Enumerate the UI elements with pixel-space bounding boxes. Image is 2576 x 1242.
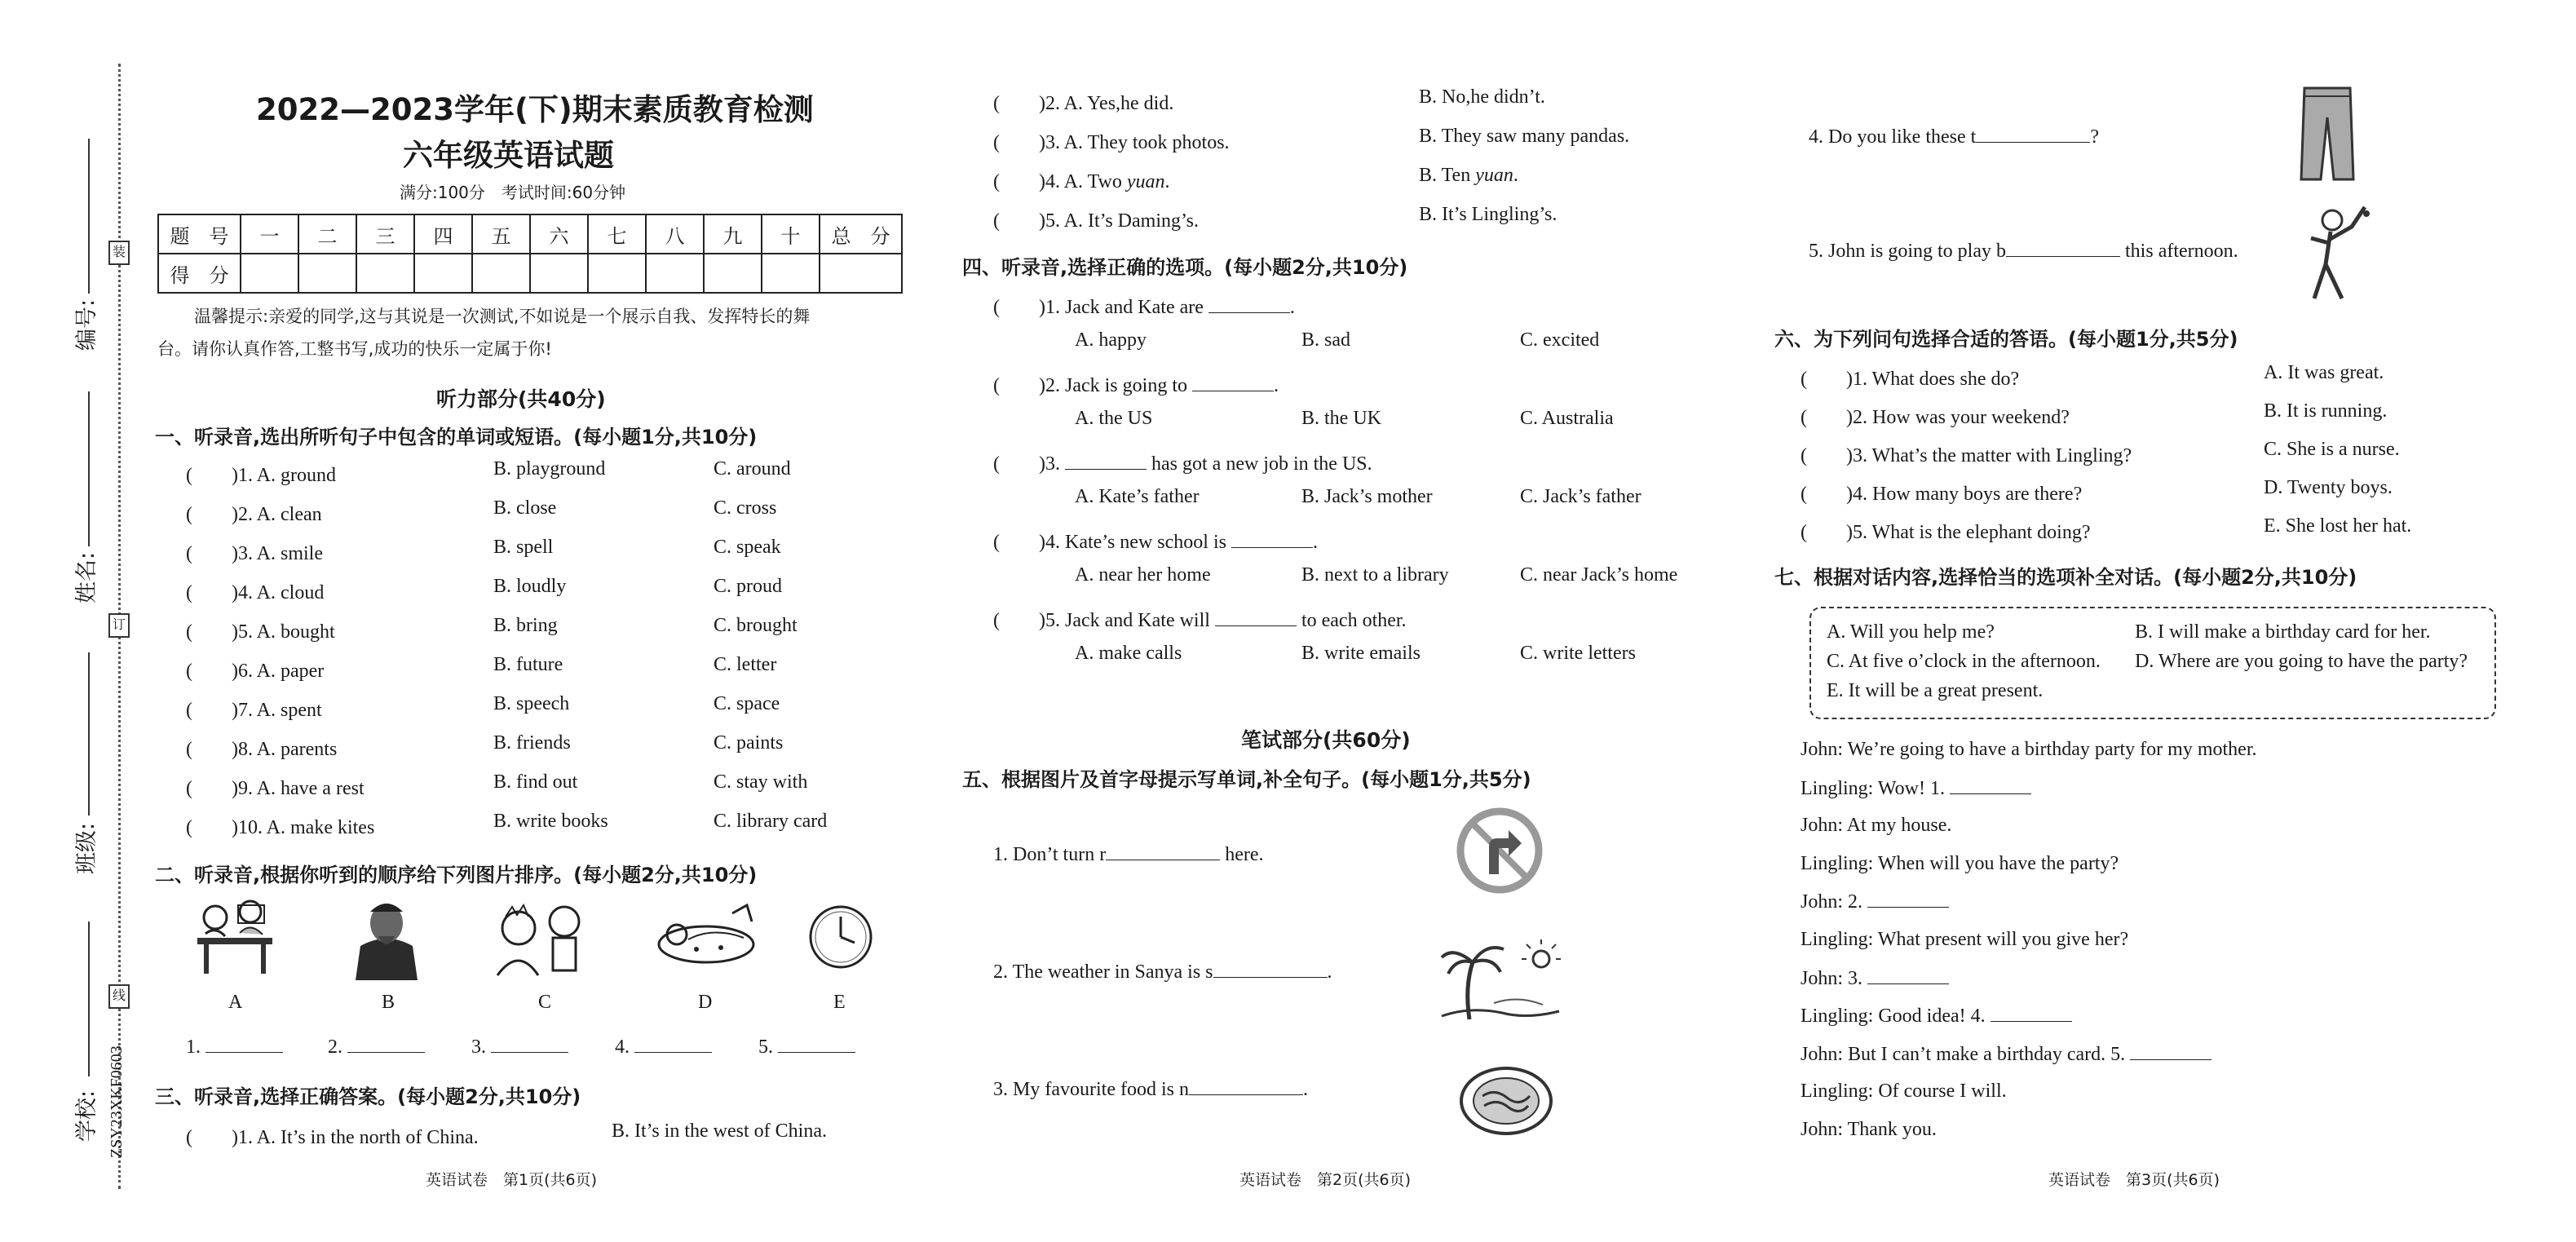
sec1-item-option-b[interactable]: B. friends bbox=[493, 732, 571, 754]
sec6-question[interactable] bbox=[1801, 400, 2070, 429]
line-number[interactable] bbox=[88, 139, 90, 294]
score-header-label: 题 号 bbox=[158, 214, 241, 254]
option-a: A. Will you help me? bbox=[1827, 621, 1995, 643]
score-col-5: 五 bbox=[472, 214, 530, 254]
order-blank-num: 2. bbox=[328, 1036, 342, 1058]
sec1-item-option-b[interactable]: B. playground bbox=[493, 458, 606, 480]
sec1-item-option-c[interactable]: C. brought bbox=[714, 615, 798, 636]
sec4-option-a[interactable]: A. happy bbox=[1075, 329, 1147, 351]
sec3-item-5-option-b[interactable]: B. It’s Lingling’s. bbox=[1419, 204, 1558, 225]
option-d: D. Where are you going to have the party? bbox=[2135, 651, 2468, 672]
line-name[interactable] bbox=[88, 391, 90, 546]
exam-subtitle: 六年级英语试题 bbox=[403, 138, 614, 173]
dialogue-line[interactable] bbox=[1801, 967, 1949, 990]
sec6-title: 六、为下列问句选择合适的答语。(每小题1分,共5分) bbox=[1774, 328, 2238, 351]
sec7-title: 七、根据对话内容,选择恰当的选项补全对话。(每小题2分,共10分) bbox=[1774, 566, 2357, 589]
dialogue-text: John: 3. bbox=[1801, 967, 1863, 989]
sec5-item-1[interactable]: 1. Don’t turn r here. bbox=[993, 844, 1264, 865]
sec4-question-text: )4. Kate’s new school is bbox=[1039, 532, 1231, 553]
answer-paren[interactable]: ( bbox=[993, 610, 1039, 631]
sec4-question-text: )3. bbox=[1039, 453, 1065, 475]
label-school: 学校: bbox=[74, 1090, 99, 1142]
sec4-option-c[interactable]: C. write letters bbox=[1520, 643, 1636, 664]
picture-d-sleeping bbox=[656, 902, 758, 972]
sec5-item-3[interactable]: 3. My favourite food is n . bbox=[993, 1079, 1308, 1100]
dialogue-line[interactable] bbox=[1801, 777, 2031, 800]
sec1-item-option-c[interactable]: C. around bbox=[714, 458, 791, 480]
picture-e-clock bbox=[807, 904, 874, 970]
exam-meta: 满分:100分 考试时间:60分钟 bbox=[400, 183, 626, 202]
tip-line-1: 温馨提示:亲爱的同学,这与其说是一次测试,不如说是一个展示自我、发挥特长的舞 bbox=[194, 307, 811, 326]
sec6-question-text: )2. How was your weekend? bbox=[1846, 407, 2070, 428]
answer-paren[interactable]: ( bbox=[1801, 522, 1846, 543]
answer-paren[interactable]: ( bbox=[1801, 407, 1846, 428]
dialogue-text: John: But I can’t make a birthday card. 5. bbox=[1801, 1043, 2126, 1065]
answer-paren[interactable]: ( bbox=[186, 739, 232, 760]
order-blank-num: 4. bbox=[615, 1036, 630, 1058]
sec4-question[interactable] bbox=[993, 290, 1295, 319]
score-cell[interactable] bbox=[472, 254, 530, 293]
picture-c-children bbox=[489, 897, 594, 977]
picture-label-c: C bbox=[538, 992, 552, 1013]
order-blank-5[interactable] bbox=[758, 1036, 855, 1059]
dialogue-text: Lingling: Good idea! 4. bbox=[1801, 1006, 1986, 1028]
answer-blank[interactable] bbox=[1867, 891, 1949, 908]
order-blank-3[interactable] bbox=[471, 1036, 568, 1059]
sec4-option-a[interactable]: A. the US bbox=[1075, 408, 1153, 429]
sec3-item-1[interactable]: ( )1. A. It’s in the north of China. bbox=[186, 1127, 479, 1148]
sec1-item[interactable] bbox=[186, 537, 323, 565]
answer-paren[interactable]: ( bbox=[186, 465, 232, 486]
sec1-title: 一、听录音,选出所听句子中包含的单词或短语。(每小题1分,共10分) bbox=[155, 426, 758, 449]
sec1-item-option-a: )2. A. clean bbox=[232, 504, 322, 525]
sec4-question-text: )2. Jack is going to bbox=[1039, 375, 1192, 396]
sec4-question-text: . bbox=[1273, 375, 1279, 396]
sec1-item-option-c[interactable]: C. cross bbox=[714, 497, 777, 519]
sec1-item-option-c[interactable]: C. speak bbox=[714, 537, 781, 558]
sec1-item-option-a: )7. A. spent bbox=[232, 700, 322, 721]
answer-blank[interactable] bbox=[1192, 374, 1274, 391]
score-cell[interactable] bbox=[530, 254, 588, 293]
score-cell[interactable] bbox=[241, 254, 298, 293]
sec4-question[interactable] bbox=[993, 447, 1372, 475]
order-blank-num: 5. bbox=[758, 1036, 773, 1058]
dialogue-text: John: We’re going to have a birthday party for my mother. bbox=[1801, 739, 2257, 760]
sec1-item-option-a: )1. A. ground bbox=[232, 465, 336, 486]
sec4-option-b[interactable]: B. next to a library bbox=[1301, 564, 1449, 586]
baseball-player-icon bbox=[2290, 202, 2371, 303]
dialogue-line bbox=[1801, 1119, 1937, 1141]
sec6-answer-option: E. She lost her hat. bbox=[2264, 515, 2412, 537]
sec1-item-option-b[interactable]: B. future bbox=[493, 654, 563, 675]
answer-paren[interactable]: ( bbox=[186, 778, 232, 799]
sec4-option-b[interactable]: B. the UK bbox=[1301, 408, 1381, 429]
answer-paren[interactable]: ( bbox=[186, 582, 232, 603]
picture-a-classroom bbox=[189, 897, 281, 979]
sec4-question-text: has got a new job in the US. bbox=[1147, 453, 1372, 475]
answer-blank[interactable] bbox=[1867, 967, 1949, 984]
answer-paren[interactable]: ( bbox=[1801, 445, 1846, 466]
sec1-item[interactable] bbox=[186, 458, 336, 487]
sunny-beach-icon bbox=[1437, 938, 1564, 1028]
sec1-item[interactable] bbox=[186, 771, 365, 800]
answer-paren[interactable]: ( bbox=[186, 817, 232, 838]
sec6-question[interactable] bbox=[1801, 477, 2082, 506]
sec6-question[interactable] bbox=[1801, 515, 2090, 544]
answer-blank[interactable] bbox=[1208, 296, 1290, 313]
picture-b-portrait bbox=[349, 895, 424, 980]
sec3-item-2-option-b[interactable]: B. No,he didn’t. bbox=[1419, 86, 1545, 108]
sec1-item-option-c[interactable]: C. space bbox=[714, 693, 780, 714]
picture-label-d: D bbox=[698, 992, 713, 1013]
dialogue-line[interactable] bbox=[1801, 1043, 2211, 1066]
answer-blank[interactable] bbox=[1991, 1005, 2072, 1022]
seal-char-3: 线 bbox=[108, 984, 130, 1009]
sec1-item-option-b[interactable]: B. spell bbox=[493, 537, 554, 558]
score-cell[interactable] bbox=[646, 254, 704, 293]
seal-char-1: 装 bbox=[108, 241, 130, 265]
writing-header: 笔试部分(共60分) bbox=[1241, 728, 1411, 752]
answer-paren[interactable]: ( bbox=[993, 453, 1039, 475]
sec1-item[interactable] bbox=[186, 693, 322, 722]
sec4-question-text: . bbox=[1312, 532, 1318, 553]
sec1-item-option-a: )6. A. paper bbox=[232, 661, 325, 682]
sec4-question-text: )1. Jack and Kate are bbox=[1039, 297, 1208, 318]
dialogue-text: John: At my house. bbox=[1801, 815, 1952, 837]
score-cell[interactable] bbox=[704, 254, 762, 293]
sec4-question-text: . bbox=[1289, 297, 1295, 318]
score-cell[interactable] bbox=[414, 254, 472, 293]
no-right-turn-sign-icon bbox=[1456, 807, 1543, 894]
dialogue-text: Lingling: Wow! 1. bbox=[1801, 777, 1945, 799]
score-col-9: 九 bbox=[704, 214, 762, 254]
sec4-question-text: )5. Jack and Kate will bbox=[1039, 610, 1215, 631]
picture-label-a: A bbox=[228, 992, 243, 1013]
answer-paren[interactable]: ( bbox=[993, 375, 1039, 396]
score-cell[interactable] bbox=[588, 254, 646, 293]
sec6-answer-option: A. It was great. bbox=[2264, 362, 2384, 383]
label-name: 姓名: bbox=[74, 551, 99, 603]
option-e: E. It will be a great present. bbox=[1827, 680, 2044, 701]
score-row-label: 得 分 bbox=[158, 254, 241, 293]
answer-paren[interactable]: ( bbox=[186, 504, 232, 525]
sec1-item-option-b[interactable]: B. find out bbox=[493, 771, 578, 793]
sec6-answer-option: B. It is running. bbox=[2264, 400, 2388, 422]
sec4-option-a[interactable]: A. Kate’s father bbox=[1075, 486, 1200, 507]
answer-paren[interactable]: ( bbox=[186, 700, 232, 721]
sec4-option-c[interactable]: C. Jack’s father bbox=[1520, 486, 1641, 507]
option-c: C. At five o’clock in the afternoon. bbox=[1827, 651, 2101, 672]
sec1-item-option-a: )4. A. cloud bbox=[232, 582, 325, 603]
sec6-answer-option: D. Twenty boys. bbox=[2264, 477, 2393, 498]
sec1-item-option-b[interactable]: B. bring bbox=[493, 615, 558, 636]
sec1-item[interactable] bbox=[186, 654, 324, 683]
answer-paren[interactable]: ( bbox=[1801, 484, 1846, 505]
dialogue-line bbox=[1801, 1081, 2007, 1103]
sec1-item-option-c[interactable]: C. proud bbox=[714, 576, 782, 597]
sec6-question[interactable] bbox=[1801, 439, 2132, 467]
listening-header: 听力部分(共40分) bbox=[436, 387, 606, 411]
answer-paren[interactable]: ( bbox=[186, 661, 232, 682]
dialogue-line bbox=[1801, 929, 2128, 951]
picture-label-b: B bbox=[382, 992, 395, 1013]
exam-code: ZSY23XKF0603 bbox=[108, 1045, 126, 1158]
dialogue-line bbox=[1801, 853, 2119, 875]
score-col-10: 十 bbox=[762, 214, 820, 254]
sec4-option-b[interactable]: B. write emails bbox=[1301, 643, 1421, 664]
dialogue-text: Lingling: Of course I will. bbox=[1801, 1081, 2007, 1103]
sec3-item-2[interactable]: ( )2. A. Yes,he did. bbox=[993, 93, 1174, 114]
answer-paren[interactable]: ( bbox=[1801, 369, 1846, 390]
label-number: 编号: bbox=[74, 298, 99, 351]
dialogue-line bbox=[1801, 739, 2257, 761]
answer-paren[interactable]: ( bbox=[993, 532, 1039, 553]
dialogue-line[interactable] bbox=[1801, 1005, 2072, 1028]
sec6-question-text: )4. How many boys are there? bbox=[1846, 484, 2083, 505]
sec1-item[interactable] bbox=[186, 576, 324, 604]
score-table bbox=[157, 214, 903, 294]
sec5-title: 五、根据图片及首字母提示写单词,补全句子。(每小题1分,共5分) bbox=[962, 768, 1531, 791]
sec4-option-a[interactable]: A. near her home bbox=[1075, 564, 1211, 586]
sec4-option-c[interactable]: C. near Jack’s home bbox=[1520, 564, 1678, 586]
sec3-item-1-option-b[interactable]: B. It’s in the west of China. bbox=[612, 1120, 827, 1142]
dialogue-line bbox=[1801, 815, 1951, 837]
sec1-item-option-c[interactable]: C. library card bbox=[714, 811, 828, 832]
sec1-item-option-b[interactable]: B. write books bbox=[493, 811, 608, 832]
answer-paren[interactable]: ( bbox=[993, 297, 1039, 318]
trousers-icon bbox=[2298, 85, 2357, 183]
sec3-item-4-option-b[interactable]: B. Ten yuan. bbox=[1419, 165, 1518, 186]
line-school[interactable] bbox=[88, 922, 90, 1076]
dialogue-text: Lingling: When will you have the party? bbox=[1801, 852, 2119, 874]
sec3-item-4[interactable]: ( )4. A. Two yuan. bbox=[993, 171, 1170, 192]
order-blank-2[interactable] bbox=[328, 1036, 425, 1059]
sec4-question[interactable] bbox=[993, 525, 1318, 554]
answer-paren[interactable]: ( bbox=[186, 621, 232, 643]
score-cell[interactable] bbox=[762, 254, 820, 293]
footer-page-3: 英语试卷 第3页(共6页) bbox=[2048, 1171, 2220, 1189]
sec1-item[interactable] bbox=[186, 497, 322, 526]
sec1-item-option-a: )10. A. make kites bbox=[232, 817, 375, 838]
sec4-option-b[interactable]: B. sad bbox=[1301, 329, 1350, 351]
sec4-title: 四、听录音,选择正确的选项。(每小题2分,共10分) bbox=[962, 256, 1408, 279]
noodles-bowl-icon bbox=[1458, 1063, 1554, 1142]
order-blank-num: 3. bbox=[471, 1036, 486, 1058]
sec4-option-b[interactable]: B. Jack’s mother bbox=[1301, 486, 1433, 507]
sec6-question-text: )1. What does she do? bbox=[1846, 369, 2020, 390]
sec5-item-2[interactable]: 2. The weather in Sanya is s . bbox=[993, 961, 1332, 983]
sec3-item-5[interactable]: ( )5. A. It’s Daming’s. bbox=[993, 210, 1199, 232]
sec1-item-option-b[interactable]: B. close bbox=[493, 497, 557, 519]
score-col-2: 二 bbox=[298, 214, 356, 254]
dialogue-text: Lingling: What present will you give her? bbox=[1801, 929, 2129, 950]
score-cell[interactable] bbox=[356, 254, 414, 293]
option-b: B. I will make a birthday card for her. bbox=[2135, 621, 2431, 643]
answer-blank[interactable] bbox=[1065, 453, 1147, 470]
sec5-item-5[interactable]: 5. John is going to play b this afternoon. bbox=[1809, 241, 2238, 262]
tip-line-2: 台。请你认真作答,工整书写,成功的快乐一定属于你! bbox=[157, 339, 552, 359]
score-col-6: 六 bbox=[530, 214, 588, 254]
sec1-item[interactable] bbox=[186, 615, 335, 643]
answer-blank[interactable] bbox=[2130, 1043, 2211, 1060]
answer-blank[interactable] bbox=[1950, 777, 2031, 794]
order-blank-1[interactable] bbox=[186, 1036, 283, 1059]
line-class[interactable] bbox=[88, 652, 90, 815]
sec1-item-option-a: )8. A. parents bbox=[232, 739, 338, 760]
sec4-option-c[interactable]: C. excited bbox=[1520, 329, 1600, 351]
sec1-item-option-c[interactable]: C. letter bbox=[714, 654, 777, 675]
score-col-3: 三 bbox=[356, 214, 414, 254]
sec4-question[interactable] bbox=[993, 603, 1407, 632]
sec6-answer-option: C. She is a nurse. bbox=[2264, 439, 2400, 460]
answer-blank[interactable] bbox=[1215, 609, 1297, 626]
seal-char-2: 订 bbox=[108, 613, 130, 638]
footer-page-1: 英语试卷 第1页(共6页) bbox=[426, 1171, 598, 1189]
dialogue-line[interactable] bbox=[1801, 891, 1949, 913]
sec2-title: 二、听录音,根据你听到的顺序给下列图片排序。(每小题2分,共10分) bbox=[155, 864, 758, 886]
sec4-option-c[interactable]: C. Australia bbox=[1520, 408, 1614, 429]
order-blank-num: 1. bbox=[186, 1036, 201, 1058]
sec1-item-option-a: )9. A. have a rest bbox=[232, 778, 365, 799]
sec6-question-text: )3. What’s the matter with Lingling? bbox=[1846, 445, 2132, 466]
sec1-item-option-c[interactable]: C. paints bbox=[714, 732, 784, 754]
sec4-option-a[interactable]: A. make calls bbox=[1075, 643, 1182, 664]
exam-title: 2022—2023学年(下)期末素质教育检测 bbox=[256, 92, 814, 127]
sec1-item-option-c[interactable]: C. stay with bbox=[714, 771, 808, 793]
sec6-question-text: )5. What is the elephant doing? bbox=[1846, 522, 2091, 543]
answer-blank[interactable] bbox=[1231, 531, 1313, 548]
dialogue-text: John: Thank you. bbox=[1801, 1119, 1937, 1140]
sec3-title: 三、听录音,选择正确答案。(每小题2分,共10分) bbox=[155, 1085, 581, 1108]
dialogue-text: John: 2. bbox=[1801, 891, 1863, 913]
sec4-question[interactable] bbox=[993, 369, 1279, 397]
score-col-8: 八 bbox=[646, 214, 704, 254]
sec4-question-text: to each other. bbox=[1296, 610, 1407, 631]
answer-paren[interactable]: ( bbox=[186, 543, 232, 564]
score-cell[interactable] bbox=[298, 254, 356, 293]
sec6-question[interactable] bbox=[1801, 362, 2019, 391]
sec1-item[interactable] bbox=[186, 732, 337, 761]
score-col-7: 七 bbox=[588, 214, 646, 254]
sec1-item-option-a: )5. A. bought bbox=[232, 621, 335, 643]
sec3-item-3[interactable]: ( )3. A. They took photos. bbox=[993, 132, 1230, 153]
footer-page-2: 英语试卷 第2页(共6页) bbox=[1239, 1171, 1412, 1189]
score-col-total: 总 分 bbox=[820, 214, 902, 254]
label-class: 班级: bbox=[74, 822, 99, 874]
order-blank-4[interactable] bbox=[615, 1036, 712, 1059]
sec1-item[interactable] bbox=[186, 811, 374, 839]
score-cell-total[interactable] bbox=[820, 254, 902, 293]
sec1-item-option-b[interactable]: B. loudly bbox=[493, 576, 567, 597]
score-col-1: 一 bbox=[241, 214, 298, 254]
sec5-item-4[interactable]: 4. Do you like these t ? bbox=[1809, 126, 2099, 148]
score-col-4: 四 bbox=[414, 214, 472, 254]
sec1-item-option-a: )3. A. smile bbox=[232, 543, 323, 564]
sec3-item-3-option-b[interactable]: B. They saw many pandas. bbox=[1419, 126, 1630, 147]
picture-label-e: E bbox=[833, 992, 846, 1013]
sec1-item-option-b[interactable]: B. speech bbox=[493, 693, 570, 714]
